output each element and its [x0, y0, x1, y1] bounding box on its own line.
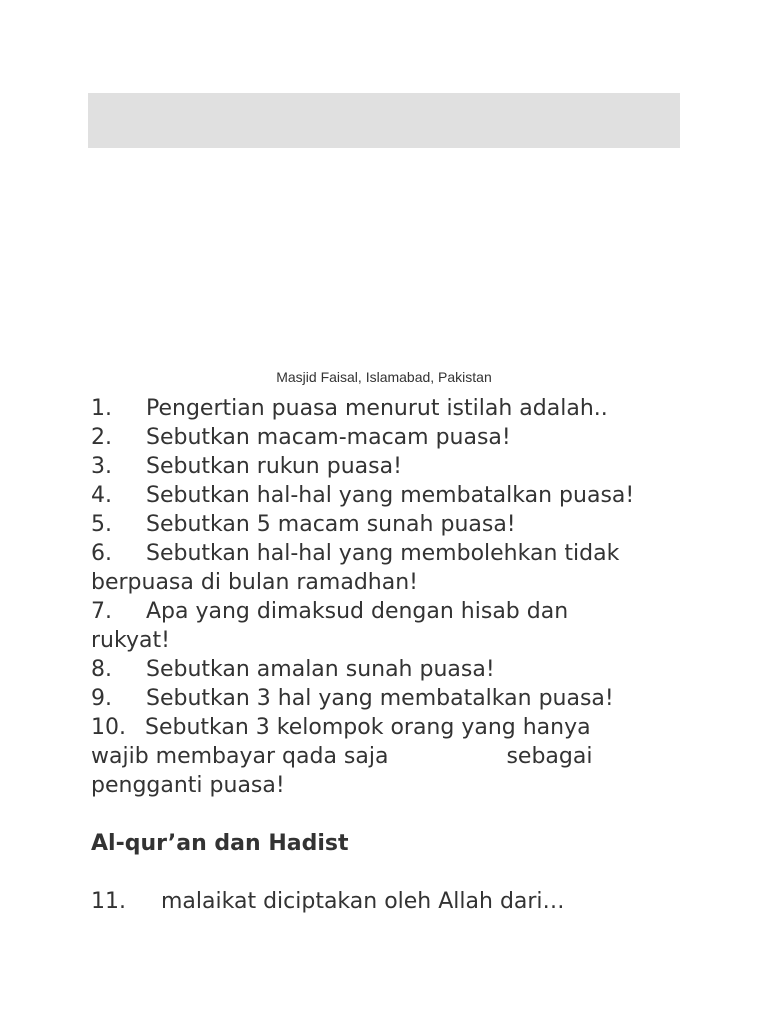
question-text: Apa yang dimaksud dengan hisab dan rukyat! [91, 599, 569, 653]
question-item [91, 394, 651, 423]
question-item [91, 539, 651, 597]
question-item [91, 452, 651, 481]
image-placeholder [88, 93, 680, 148]
question-text: Sebutkan hal-hal yang membatalkan puasa! [146, 483, 635, 508]
question-item [91, 684, 651, 713]
question-number: 3. [91, 454, 112, 479]
question-item [91, 597, 651, 655]
question-number: 10. [91, 715, 126, 740]
question-number: 11. [91, 889, 126, 914]
question-item [91, 887, 651, 916]
image-caption: Masjid Faisal, Islamabad, Pakistan [276, 369, 492, 385]
question-text: malaikat diciptakan oleh Allah dari… [161, 889, 565, 914]
question-item [91, 655, 651, 684]
question-item [91, 481, 651, 510]
question-number: 1. [91, 396, 112, 421]
section-heading: Al-qur’an dan Hadist [91, 831, 349, 856]
question-text-part-a: Sebutkan 3 kelompok orang yang hanya wajib membayar qada saja [91, 715, 591, 769]
question-text: Sebutkan amalan sunah puasa! [146, 657, 495, 682]
question-item [91, 510, 651, 539]
question-number: 6. [91, 541, 112, 566]
question-number: 5. [91, 512, 112, 537]
question-number: 7. [91, 599, 112, 624]
question-text: Sebutkan rukun puasa! [146, 454, 402, 479]
question-number: 4. [91, 483, 112, 508]
question-number: 2. [91, 425, 112, 450]
question-text: Sebutkan 3 hal yang membatalkan puasa! [146, 686, 614, 711]
question-number: 9. [91, 686, 112, 711]
question-text: Sebutkan 5 macam sunah puasa! [146, 512, 516, 537]
question-item [91, 713, 651, 800]
question-text: Pengertian puasa menurut istilah adalah.. [146, 396, 608, 421]
question-text: Sebutkan hal-hal yang membolehkan tidak berpuasa di bulan ramadhan! [91, 541, 620, 595]
question-number: 8. [91, 657, 112, 682]
question-text: Sebutkan macam-macam puasa! [146, 425, 511, 450]
question-list [91, 394, 651, 916]
question-item [91, 423, 651, 452]
question-text-part-b: sebagai pengganti puasa! [91, 744, 593, 798]
